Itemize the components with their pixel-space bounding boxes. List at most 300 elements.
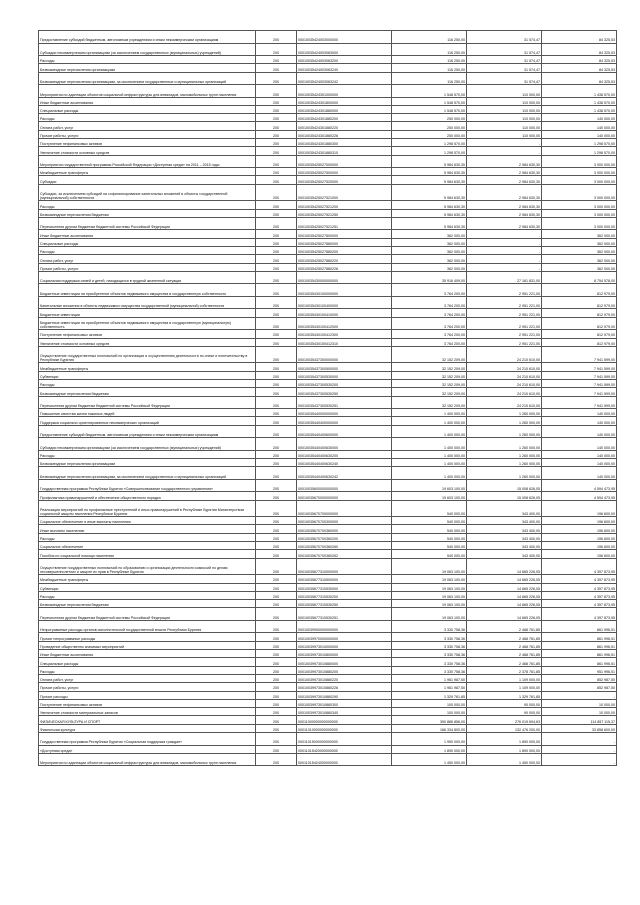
row-code: 200: [256, 409, 297, 417]
row-remaining: 140 000,00: [542, 122, 617, 130]
row-kbk: 00010035430000000000: [297, 271, 392, 284]
row-executed: 110 000,00: [467, 114, 542, 122]
table-row: [39, 658, 617, 666]
table-row: [39, 284, 617, 297]
row-kbk: 00010035670700000000: [297, 500, 392, 517]
row-kbk: 00010035425027521000: [297, 184, 392, 201]
row-remaining: 362 000,00: [542, 255, 617, 263]
table-row: [39, 608, 617, 621]
row-code: 200: [256, 550, 297, 558]
table-row: [39, 247, 617, 255]
row-remaining: 4 397 873,95: [542, 575, 617, 583]
row-code: 200: [256, 309, 297, 317]
row-name: Расходы: [39, 450, 256, 458]
row-name: Государственная программа Республики Бурятия «Совершенствование государственного управления»: [39, 479, 256, 492]
row-code: 200: [256, 525, 297, 533]
row-code: 200: [256, 492, 297, 500]
row-executed: 1 109 000,00: [467, 683, 542, 691]
row-executed: 1 260 000,00: [467, 459, 542, 467]
row-name: Поступление нефинансовых активов: [39, 330, 256, 338]
row-kbk: 00010039973010800000: [297, 650, 392, 658]
table-row: [39, 147, 617, 155]
row-code: 200: [256, 238, 297, 246]
row-approved: 32 152 209,00: [392, 380, 467, 388]
row-name: Иные выплаты населению: [39, 525, 256, 533]
row-executed: 2 984 630,30: [467, 217, 542, 230]
table-row: [39, 724, 617, 732]
row-name: Государственная программа Республики Бурятия «Социальная поддержка граждан»: [39, 733, 256, 746]
row-approved: 3 330 758,36: [392, 633, 467, 641]
table-row: [39, 550, 617, 558]
row-code: 200: [256, 620, 297, 633]
row-kbk: 00010035437300530200: [297, 380, 392, 388]
row-kbk: 00010035425027800000: [297, 230, 392, 238]
row-code: 200: [256, 147, 297, 155]
table-row: [39, 155, 617, 168]
row-executed: 2 468 761,85: [467, 633, 542, 641]
row-executed: 15 008 626,05: [467, 492, 542, 500]
row-approved: 362 000,00: [392, 247, 467, 255]
row-name: Безвозмездные перечисления организациям: [39, 64, 256, 72]
row-approved: 1 298 570,00: [392, 147, 467, 155]
row-remaining: 1 438 570,00: [542, 105, 617, 113]
row-executed: 343 400,00: [467, 542, 542, 550]
table-row: [39, 409, 617, 417]
table-row: [39, 43, 617, 56]
table-row: [39, 31, 617, 44]
row-kbk: 00010035440400630240: [297, 459, 392, 467]
row-code: 200: [256, 575, 297, 583]
row-kbk: 00010035430100412300: [297, 330, 392, 338]
row-remaining: 140 000,00: [542, 459, 617, 467]
row-approved: 19 063 100,00: [392, 558, 467, 575]
row-executed: 1 890 000,00: [467, 745, 542, 753]
table-row: [39, 346, 617, 363]
row-approved: 3 764 200,00: [392, 296, 467, 309]
row-name: Перечисления другим бюджетам бюджетной системы Российской Федерации: [39, 608, 256, 621]
row-executed: 24 210 610,00: [467, 371, 542, 379]
row-kbk: 00010035670700300000: [297, 517, 392, 525]
row-remaining: 861 996,51: [542, 658, 617, 666]
row-remaining: 140 000,00: [542, 425, 617, 438]
row-kbk: 00011010000000000000: [297, 724, 392, 732]
row-remaining: 84 325,53: [542, 72, 617, 85]
row-code: 200: [256, 600, 297, 608]
row-kbk: 00010039973010880000: [297, 658, 392, 666]
row-approved: 5 984 630,30: [392, 184, 467, 201]
row-approved: 3 764 200,00: [392, 338, 467, 346]
row-kbk: 00010035437300530000: [297, 371, 392, 379]
row-kbk: 00010035425027880200: [297, 247, 392, 255]
row-executed: 2 468 761,85: [467, 650, 542, 658]
row-name: Профилактика правонарушений и обеспечение общественного порядка: [39, 492, 256, 500]
row-name: Расходы: [39, 114, 256, 122]
row-approved: 540 000,00: [392, 500, 467, 517]
row-code: 200: [256, 517, 297, 525]
row-code: 200: [256, 683, 297, 691]
row-remaining: 362 000,00: [542, 230, 617, 238]
row-remaining: 4 397 873,95: [542, 600, 617, 608]
row-code: 200: [256, 583, 297, 591]
row-remaining: 3 000 000,00: [542, 176, 617, 184]
row-name: Иные бюджетные ассигнования: [39, 230, 256, 238]
row-executed: 276 019 694,63: [467, 716, 542, 724]
row-name: Субсидии некоммерческим организациям (за исключением государственных (муниципальных) учреждений): [39, 438, 256, 451]
row-executed: -: [467, 263, 542, 271]
row-remaining: 7 941 599,00: [542, 388, 617, 396]
table-row: [39, 139, 617, 147]
table-row: [39, 745, 617, 753]
row-approved: 5 984 630,30: [392, 155, 467, 168]
row-remaining: 812 979,00: [542, 330, 617, 338]
row-executed: 1 260 000,00: [467, 425, 542, 438]
row-approved: 3 764 200,00: [392, 309, 467, 317]
row-approved: 540 000,00: [392, 517, 467, 525]
table-row: [39, 184, 617, 201]
row-remaining: 140 000,00: [542, 114, 617, 122]
row-name: Субсидии некоммерческим организациям (за исключением государственных (муниципальных) учреждений): [39, 43, 256, 56]
row-approved: 3 330 758,36: [392, 666, 467, 674]
row-kbk: 00010035677310530251: [297, 608, 392, 621]
row-remaining: 7 941 599,00: [542, 363, 617, 371]
row-code: 200: [256, 247, 297, 255]
row-kbk: 00010035430100400000: [297, 296, 392, 309]
row-code: 200: [256, 284, 297, 297]
row-name: Безвозмездные перечисления бюджетам: [39, 209, 256, 217]
row-code: 200: [256, 658, 297, 666]
row-approved: 250 000,00: [392, 114, 467, 122]
table-row: [39, 542, 617, 550]
row-remaining: 84 325,53: [542, 43, 617, 56]
table-row: [39, 114, 617, 122]
row-executed: 343 400,00: [467, 500, 542, 517]
row-remaining: 3 000 000,00: [542, 217, 617, 230]
row-code: 200: [256, 168, 297, 176]
row-executed: 2 468 761,85: [467, 658, 542, 666]
row-remaining: 84 325,53: [542, 56, 617, 64]
table-row: [39, 97, 617, 105]
table-row: [39, 263, 617, 271]
row-name: Перечисления другим бюджетам бюджетной системы Российской Федерации: [39, 217, 256, 230]
row-remaining: 812 979,00: [542, 309, 617, 317]
row-kbk: 00010035670700360200: [297, 533, 392, 541]
row-kbk: 00010035430100000000: [297, 284, 392, 297]
row-executed: 2 984 630,30: [467, 209, 542, 217]
row-name: Бюджетные инвестиции на приобретение объектов недвижимого имущества в государственную собственность: [39, 284, 256, 297]
row-kbk: 00010035425027000000: [297, 155, 392, 168]
row-kbk: 00010035677310530250: [297, 600, 392, 608]
row-approved: 116 250,00: [392, 64, 467, 72]
row-code: 200: [256, 56, 297, 64]
row-kbk: 00010035677310500000: [297, 575, 392, 583]
row-kbk: 00011015424300000000: [297, 753, 392, 766]
row-code: 200: [256, 296, 297, 309]
row-name: Бюджетные инвестиции: [39, 309, 256, 317]
row-executed: 110 000,00: [467, 105, 542, 113]
row-approved: 116 250,00: [392, 31, 467, 44]
row-approved: 1 329 761,85: [392, 691, 467, 699]
table-row: [39, 380, 617, 388]
row-executed: 1 260 000,00: [467, 467, 542, 480]
row-remaining: 140 000,00: [542, 417, 617, 425]
row-name: Прочие расходы: [39, 691, 256, 699]
row-name: Перечисления другим бюджетам бюджетной системы Российской Федерации: [39, 396, 256, 409]
row-approved: 3 764 200,00: [392, 284, 467, 297]
row-name: Безвозмездные перечисления бюджетам: [39, 388, 256, 396]
row-name: Социальное обеспечение: [39, 542, 256, 550]
row-kbk: 00010035430100410000: [297, 309, 392, 317]
row-code: 200: [256, 105, 297, 113]
row-name: Субвенции: [39, 371, 256, 379]
row-code: 200: [256, 72, 297, 85]
row-kbk: 00010035430100412000: [297, 317, 392, 330]
table-row: [39, 674, 617, 682]
row-code: 200: [256, 425, 297, 438]
row-approved: 390 886 856,00: [392, 716, 467, 724]
table-row: [39, 105, 617, 113]
row-approved: 1 400 000,00: [392, 417, 467, 425]
row-kbk: 00010035424301880300: [297, 139, 392, 147]
row-name: Поддержка социально ориентированных некоммерческих организаций: [39, 417, 256, 425]
row-code: 200: [256, 209, 297, 217]
row-executed: 15 008 626,05: [467, 479, 542, 492]
row-name: Поступление нефинансовых активов: [39, 139, 256, 147]
row-approved: 1 298 570,00: [392, 139, 467, 147]
table-row: [39, 620, 617, 633]
row-approved: 116 250,00: [392, 56, 467, 64]
table-row: [39, 450, 617, 458]
row-executed: 2 951 221,00: [467, 309, 542, 317]
row-code: 200: [256, 31, 297, 44]
table-row: [39, 583, 617, 591]
row-name: Иные бюджетные ассигнования: [39, 97, 256, 105]
row-name: Мероприятия по адаптации объектов социальной инфраструктуры для инвалидов, маломобильных групп населения: [39, 753, 256, 766]
row-code: 200: [256, 542, 297, 550]
row-kbk: 00010035425027880220: [297, 255, 392, 263]
row-approved: 1 548 570,00: [392, 105, 467, 113]
row-approved: 5 984 630,30: [392, 168, 467, 176]
row-executed: 24 210 610,00: [467, 346, 542, 363]
row-remaining: 951 996,51: [542, 666, 617, 674]
table-row: [39, 217, 617, 230]
row-remaining: 362 000,00: [542, 263, 617, 271]
row-name: Поступление нефинансовых активов: [39, 699, 256, 707]
table-row: [39, 467, 617, 480]
row-name: Расходы: [39, 56, 256, 64]
row-code: 200: [256, 479, 297, 492]
table-row: [39, 691, 617, 699]
row-approved: 3 764 200,00: [392, 330, 467, 338]
row-approved: 1 548 570,00: [392, 97, 467, 105]
row-code: 200: [256, 691, 297, 699]
row-executed: 2 951 221,00: [467, 338, 542, 346]
table-row: [39, 363, 617, 371]
row-executed: -: [467, 230, 542, 238]
row-name: Межбюджетные трансферты: [39, 363, 256, 371]
row-name: Социальная поддержка семей и детей, находящихся в трудной жизненной ситуации: [39, 271, 256, 284]
row-executed: 31 574,47: [467, 64, 542, 72]
row-executed: 14 665 226,05: [467, 608, 542, 621]
row-name: Безвозмездные перечисления бюджетам: [39, 600, 256, 608]
row-remaining: 1 298 570,00: [542, 147, 617, 155]
row-name: Осуществление государственных полномочий по образованию и организации деятельности комиссий по делам несовершеннолетних и защите их прав в Республике Бурятия: [39, 558, 256, 575]
row-kbk: 00010035424301000000: [297, 85, 392, 98]
table-row: [39, 371, 617, 379]
row-approved: 5 984 630,30: [392, 201, 467, 209]
row-name: «Доступная среда»: [39, 745, 256, 753]
row-code: 200: [256, 388, 297, 396]
row-approved: 100 000,00: [392, 699, 467, 707]
table-row: [39, 733, 617, 746]
table-row: [39, 600, 617, 608]
row-executed: 14 665 226,05: [467, 575, 542, 583]
row-approved: 1 400 000,00: [392, 409, 467, 417]
row-kbk: 00010035440000000000: [297, 409, 392, 417]
row-executed: 343 400,00: [467, 550, 542, 558]
row-approved: 116 250,00: [392, 72, 467, 85]
row-code: 200: [256, 363, 297, 371]
row-approved: 362 000,00: [392, 255, 467, 263]
row-remaining: 362 000,00: [542, 247, 617, 255]
row-remaining: 7 941 599,00: [542, 380, 617, 388]
row-code: 200: [256, 43, 297, 56]
row-kbk: 00010035424301880000: [297, 105, 392, 113]
row-code: 200: [256, 459, 297, 467]
row-kbk: 00010035677310530000: [297, 583, 392, 591]
row-name: Мероприятия государственной программы Российской Федерации «Доступная среда» на 2011 – 2015 годы: [39, 155, 256, 168]
row-kbk: 00010035425027880000: [297, 238, 392, 246]
row-remaining: 196 600,00: [542, 533, 617, 541]
row-approved: 540 000,00: [392, 550, 467, 558]
row-remaining: 1 438 570,00: [542, 85, 617, 98]
row-executed: 14 665 226,05: [467, 600, 542, 608]
row-code: 200: [256, 666, 297, 674]
row-kbk: 00010035670700360260: [297, 542, 392, 550]
table-row: [39, 438, 617, 451]
row-name: Безвозмездные перечисления организациям, за исключением государственных и муниципальных организаций: [39, 467, 256, 480]
row-name: Межбюджетные трансферты: [39, 575, 256, 583]
row-code: 200: [256, 97, 297, 105]
row-approved: 3 330 758,36: [392, 641, 467, 649]
row-approved: 116 250,00: [392, 43, 467, 56]
row-name: Субсидии, за исключением субсидий на софинансирование капитальных вложений в объекты государственной (муниципальной) собственности: [39, 184, 256, 201]
row-code: 200: [256, 733, 297, 746]
row-name: Увеличение стоимости основных средств: [39, 147, 256, 155]
row-name: Расходы: [39, 666, 256, 674]
row-approved: 32 152 209,00: [392, 363, 467, 371]
row-remaining: -: [542, 753, 617, 766]
row-kbk: 00010035424003063240: [297, 64, 392, 72]
row-executed: 31 574,47: [467, 56, 542, 64]
table-row: [39, 500, 617, 517]
row-approved: 19 603 100,00: [392, 492, 467, 500]
row-kbk: 00010035430100412310: [297, 338, 392, 346]
row-executed: 90 000,00: [467, 708, 542, 716]
row-remaining: 3 000 000,00: [542, 184, 617, 201]
row-remaining: 114 857 115,37: [542, 716, 617, 724]
row-kbk: 00011015420000000000: [297, 745, 392, 753]
row-executed: 2 984 630,30: [467, 184, 542, 201]
row-kbk: 00010035670000000000: [297, 492, 392, 500]
table-row: [39, 492, 617, 500]
row-approved: 32 152 209,00: [392, 388, 467, 396]
row-executed: 110 000,00: [467, 97, 542, 105]
row-approved: 19 063 100,00: [392, 608, 467, 621]
row-executed: 1 260 000,00: [467, 450, 542, 458]
row-executed: -: [467, 255, 542, 263]
row-name: Иные бюджетные ассигнования: [39, 650, 256, 658]
row-approved: 166 334 800,00: [392, 724, 467, 732]
row-remaining: 861 996,51: [542, 620, 617, 633]
row-approved: 1 400 000,00: [392, 467, 467, 480]
row-name: Проведение общественно значимых мероприятий: [39, 641, 256, 649]
row-name: Расходы: [39, 247, 256, 255]
row-name: Прочие работы, услуги: [39, 683, 256, 691]
row-kbk: 00010035424003063200: [297, 56, 392, 64]
row-remaining: -: [542, 745, 617, 753]
row-executed: 2 951 221,00: [467, 284, 542, 297]
row-remaining: 4 594 473,95: [542, 479, 617, 492]
budget-report-sheet: [38, 30, 615, 766]
row-executed: 2 951 221,00: [467, 317, 542, 330]
row-remaining: 861 996,51: [542, 633, 617, 641]
row-remaining: 362 000,00: [542, 238, 617, 246]
table-row: [39, 575, 617, 583]
row-approved: 1 990 000,00: [392, 733, 467, 746]
row-executed: 2 984 630,30: [467, 155, 542, 168]
row-executed: 24 210 610,00: [467, 396, 542, 409]
row-executed: 1 109 000,00: [467, 674, 542, 682]
row-remaining: 10 000,00: [542, 708, 617, 716]
row-approved: 5 984 630,30: [392, 217, 467, 230]
row-code: 200: [256, 346, 297, 363]
row-executed: 24 210 610,00: [467, 363, 542, 371]
table-row: [39, 209, 617, 217]
row-approved: 3 764 200,00: [392, 317, 467, 330]
row-remaining: 196 600,00: [542, 525, 617, 533]
row-code: 200: [256, 230, 297, 238]
row-code: 200: [256, 641, 297, 649]
row-remaining: 812 979,00: [542, 317, 617, 330]
table-row: [39, 130, 617, 138]
row-name: Специальные расходы: [39, 105, 256, 113]
row-approved: 1 890 000,00: [392, 745, 467, 753]
row-name: Безвозмездные перечисления организациям, за исключением государственных и муниципальных организаций: [39, 72, 256, 85]
row-kbk: 00010035424301880226: [297, 130, 392, 138]
table-row: [39, 230, 617, 238]
row-code: 200: [256, 633, 297, 641]
row-executed: 2 984 630,30: [467, 176, 542, 184]
row-code: 200: [256, 533, 297, 541]
row-approved: 100 000,00: [392, 708, 467, 716]
row-name: Реализация мероприятий по профилактике преступлений и иных правонарушений в Республике Бурятия Министерством социальной защиты населения Республики Бурятия: [39, 500, 256, 517]
row-code: 200: [256, 708, 297, 716]
row-kbk: 00010035424003063000: [297, 43, 392, 56]
row-code: 200: [256, 438, 297, 451]
row-executed: 31 574,47: [467, 43, 542, 56]
row-kbk: 00010035425027521200: [297, 201, 392, 209]
row-approved: 1 400 000,00: [392, 459, 467, 467]
row-kbk: 00010035424003000000: [297, 31, 392, 44]
row-approved: 362 000,00: [392, 263, 467, 271]
row-remaining: 852 987,50: [542, 683, 617, 691]
row-executed: 31 574,47: [467, 31, 542, 44]
row-kbk: 00010035425027880226: [297, 263, 392, 271]
row-executed: 1 260 000,00: [467, 417, 542, 425]
row-remaining: 196 600,00: [542, 517, 617, 525]
table-row: [39, 533, 617, 541]
row-kbk: 00010035440400630242: [297, 467, 392, 480]
